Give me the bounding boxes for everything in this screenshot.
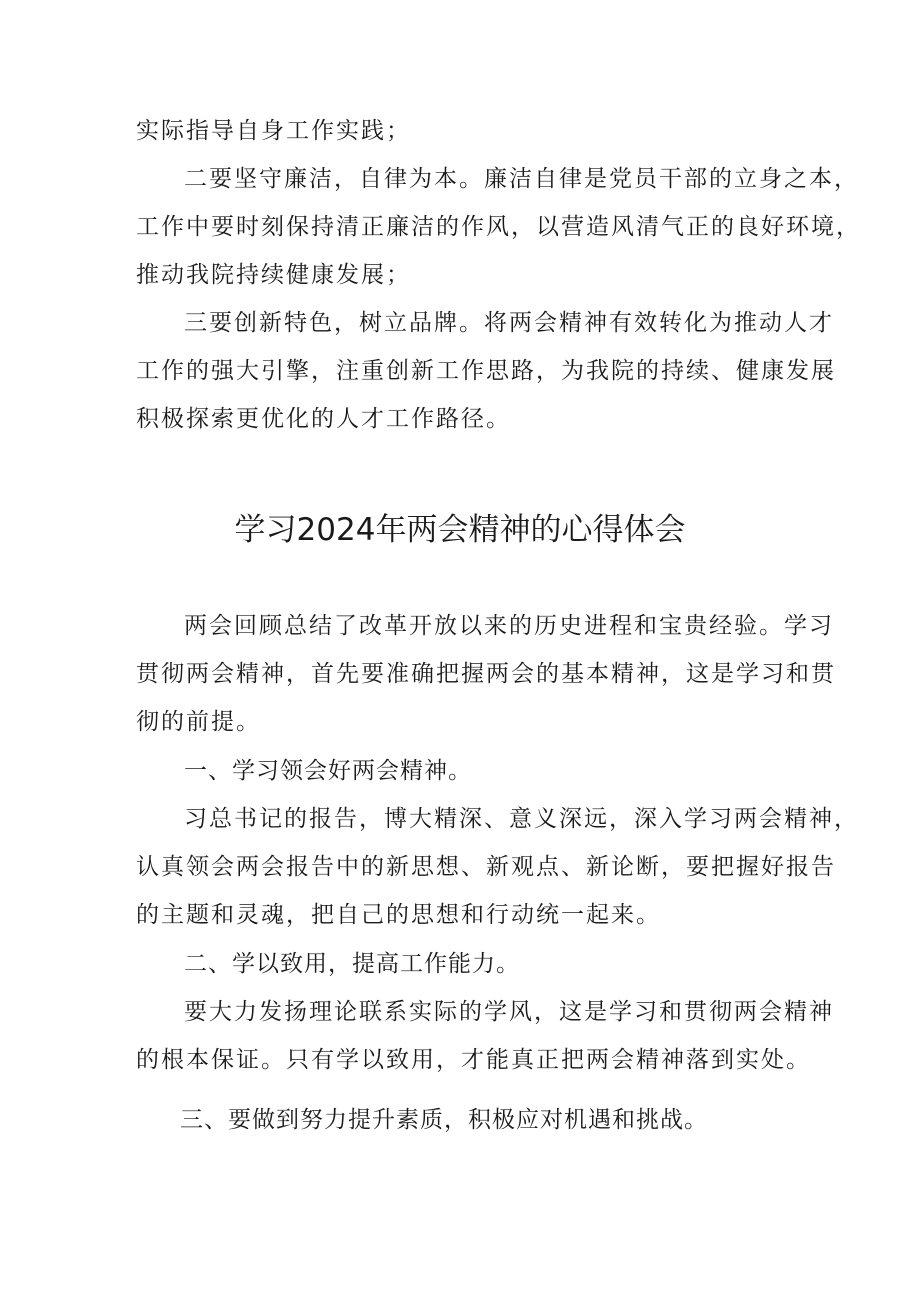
para-three-line-1: 三要创新特色，树立品牌。将两会精神有效转化为推动人才 [184,310,834,336]
carry-over-line-1: 实际指导自身工作实践； [136,118,411,144]
section-one-line-1: 习总书记的报告，博大精深、意义深远，深入学习两会精神， [184,806,859,832]
para-two-line-3: 推动我院持续健康发展； [136,262,411,288]
section-heading-one: 一、学习领会好两会精神。 [184,758,472,784]
section-two-line-1: 要大力发扬理论联系实际的学风，这是学习和贯彻两会精神 [184,999,834,1025]
section-two-line-2: 的根本保证。只有学以致用，才能真正把两会精神落到实处。 [136,1047,811,1073]
para-three-line-2: 工作的强大引擎，注重创新工作思路，为我院的持续、健康发展 [136,358,836,384]
para-two-line-2: 工作中要时刻保持清正廉洁的作风，以营造风清气正的良好环境， [136,214,861,240]
intro-line-3: 彻的前提。 [136,709,261,735]
intro-line-1: 两会回顾总结了改革开放以来的历史进程和宝贵经验。学习 [184,613,834,639]
section-one-line-3: 的主题和灵魂，把自己的思想和行动统一起来。 [136,902,661,928]
page-title: 学习2024年两会精神的心得体会 [234,512,686,548]
section-heading-three: 三、要做到努力提升素质，积极应对机遇和挑战。 [180,1107,708,1133]
para-three-line-3: 积极探索更优化的人才工作路径。 [136,406,511,432]
para-two-line-1: 二要坚守廉洁，自律为本。廉洁自律是党员干部的立身之本， [184,166,859,192]
section-heading-two: 二、学以致用，提高工作能力。 [184,951,520,977]
intro-line-2: 贯彻两会精神，首先要准确把握两会的基本精神，这是学习和贯 [136,661,836,687]
section-one-line-2: 认真领会两会报告中的新思想、新观点、新论断，要把握好报告 [136,854,836,880]
